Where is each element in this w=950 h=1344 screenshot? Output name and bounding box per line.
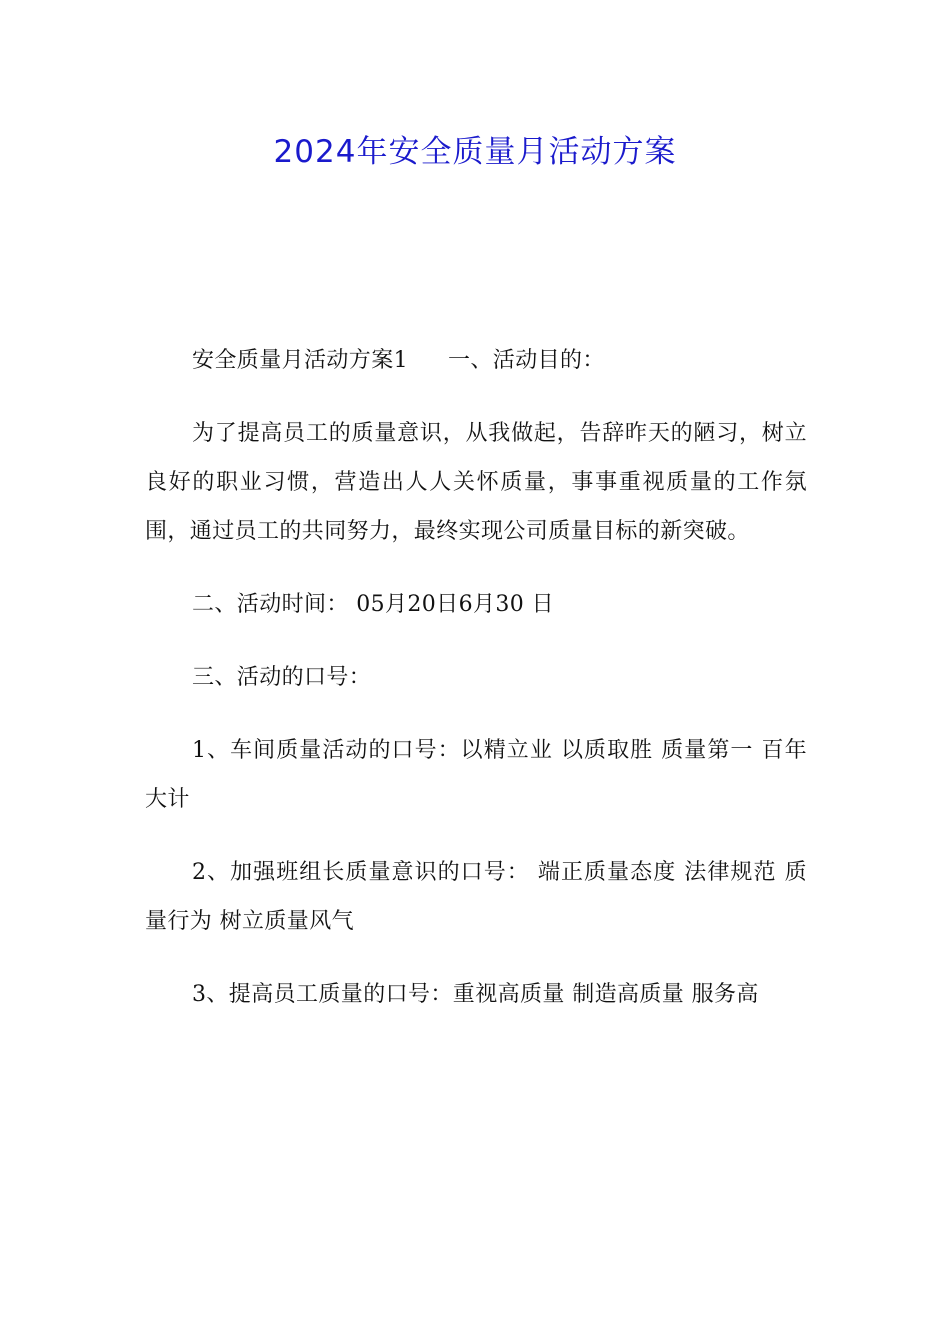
paragraph-lead: 安全质量月活动方案1	[192, 348, 408, 373]
paragraph-3: 二、活动时间： 05月20日6月30 日	[192, 592, 554, 617]
paragraph-7: 3、提高员工质量的口号：重视高质量 制造高质量 服务高	[192, 982, 759, 1007]
document-body	[145, 336, 807, 1043]
paragraph-6: 2、加强班组长质量意识的口号： 端正质量态度 法律规范 质量行为 树立质量风气	[145, 860, 807, 934]
document-title: 2024年安全质量月活动方案	[273, 134, 677, 170]
paragraph-4: 三、活动的口号：	[192, 665, 372, 690]
paragraph-5: 1、车间质量活动的口号：以精立业 以质取胜 质量第一 百年大计	[145, 738, 807, 812]
paragraph-1	[145, 336, 807, 385]
paragraph-text: 一、活动目的：	[448, 348, 605, 373]
paragraph-2: 为了提高员工的质量意识，从我做起，告辞昨天的陋习，树立良好的职业习惯，营造出人人关怀质量，事事重视质量的工作氛围，通过员工的共同努力，最终实现公司质量目标的新突破。	[145, 421, 807, 544]
